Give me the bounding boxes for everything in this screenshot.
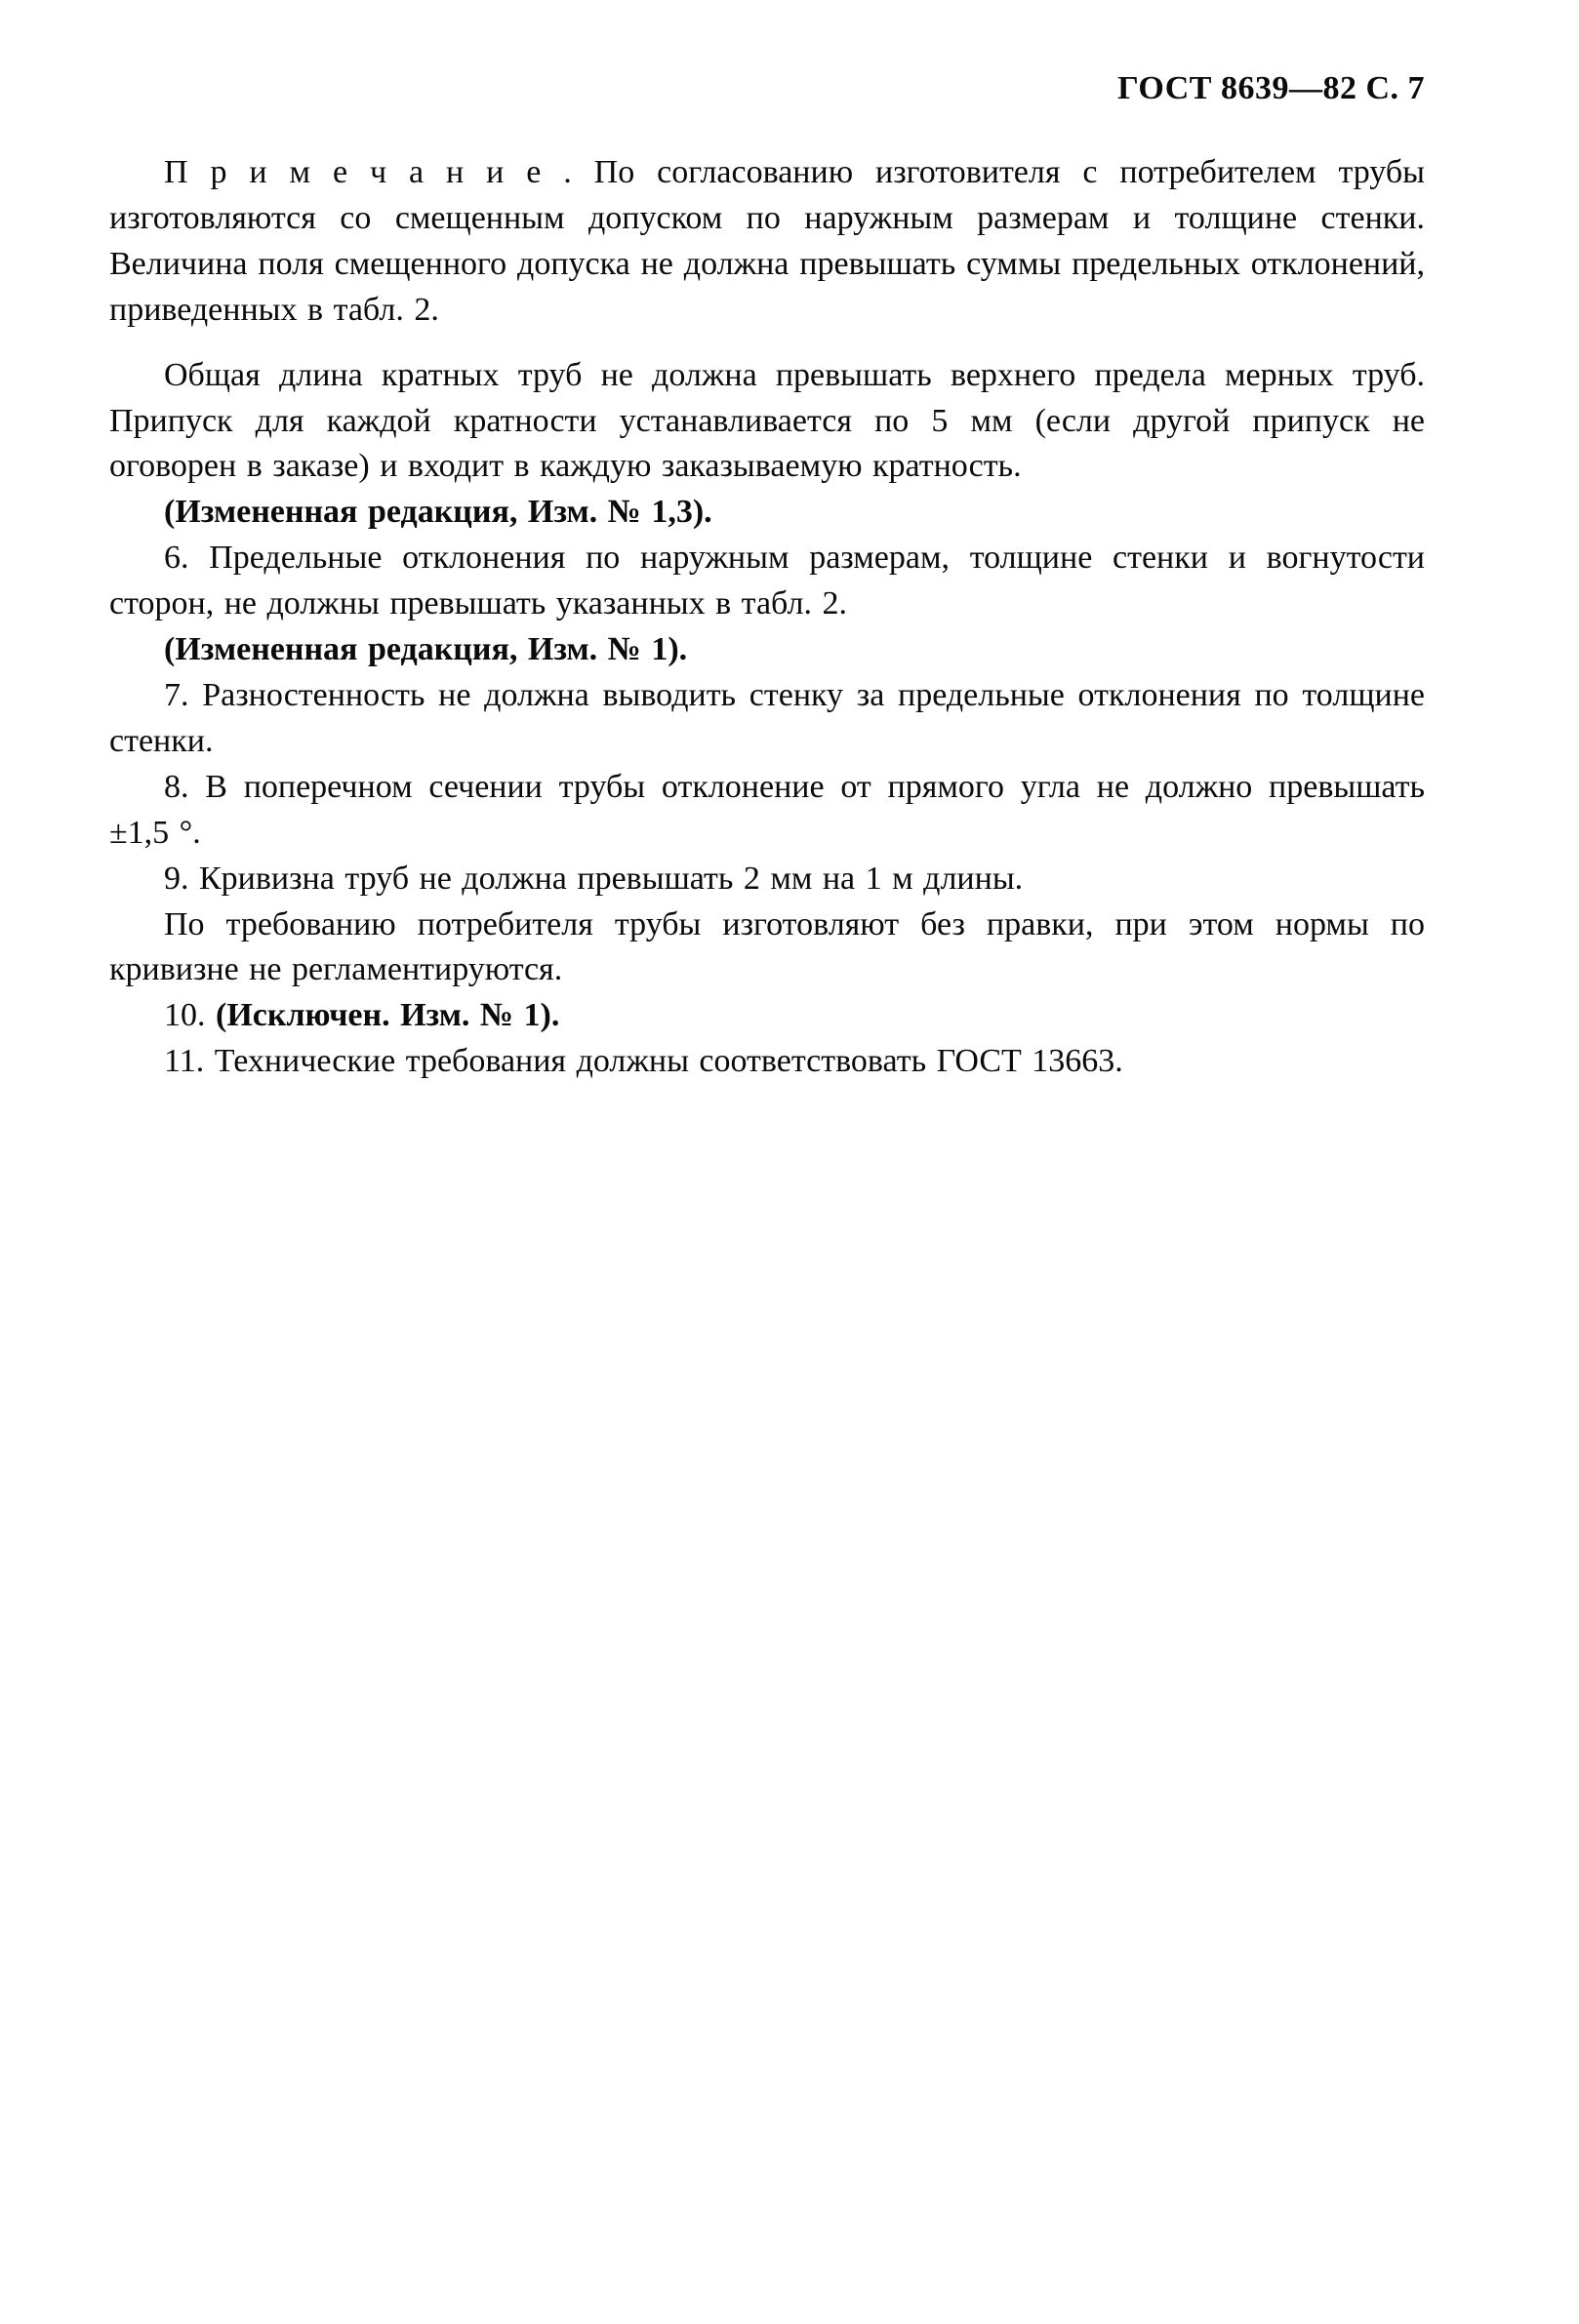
paragraph-item-6: 6. Предельные отклонения по наружным размерам, толщине стенки и вогнутости сторон, не должны превышать указанных в табл. 2. xyxy=(109,540,1425,622)
document-body xyxy=(109,150,1425,1085)
paragraph-multiple-length: Общая длина кратных труб не должна превышать верхнего предела мерных труб. Припуск для каждой кратности устанавливается по 5 мм (если другой припуск не оговорен в заказе) и входит в каждую заказываемую кратность. xyxy=(109,356,1425,485)
item-10-number: 10. xyxy=(164,997,216,1034)
paragraph-item-8: 8. В поперечном сечении трубы отклонение от прямого угла не должно превышать ±1,5 °. xyxy=(109,768,1425,851)
note-label: П р и м е ч а н и е . xyxy=(164,154,572,190)
note-text: По согласованию изготовителя с потребителем трубы изготовляются со смещенным допуском по наружным размерам и толщине стенки. Величина поля смещенного допуска не должна превышать суммы предельных отклонений, приведенных в табл. 2. xyxy=(109,154,1426,328)
paragraph-amended-13: (Измененная редакция, Изм. № 1,3). xyxy=(164,494,712,531)
paragraph-item-7: 7. Разностенность не должна выводить стенку за предельные отклонения по толщине стенки. xyxy=(109,676,1425,759)
paragraph-no-straightening: По требованию потребителя трубы изготовляют без правки, при этом нормы по кривизне не регламентируются. xyxy=(109,905,1425,988)
paragraph-item-9: 9. Кривизна труб не должна превышать 2 мм на 1 м длины. xyxy=(164,860,1024,897)
paragraph-item-11: 11. Технические требования должны соответствовать ГОСТ 13663. xyxy=(164,1043,1123,1080)
paragraph-note xyxy=(109,150,1425,334)
paragraph-item-10 xyxy=(109,993,1425,1039)
paragraph-amended-1: (Измененная редакция, Изм. № 1). xyxy=(164,631,688,668)
item-10-excluded: (Исключен. Изм. № 1). xyxy=(216,997,560,1034)
page-header-doc-ref: ГОСТ 8639—82 С. 7 xyxy=(1117,70,1425,106)
